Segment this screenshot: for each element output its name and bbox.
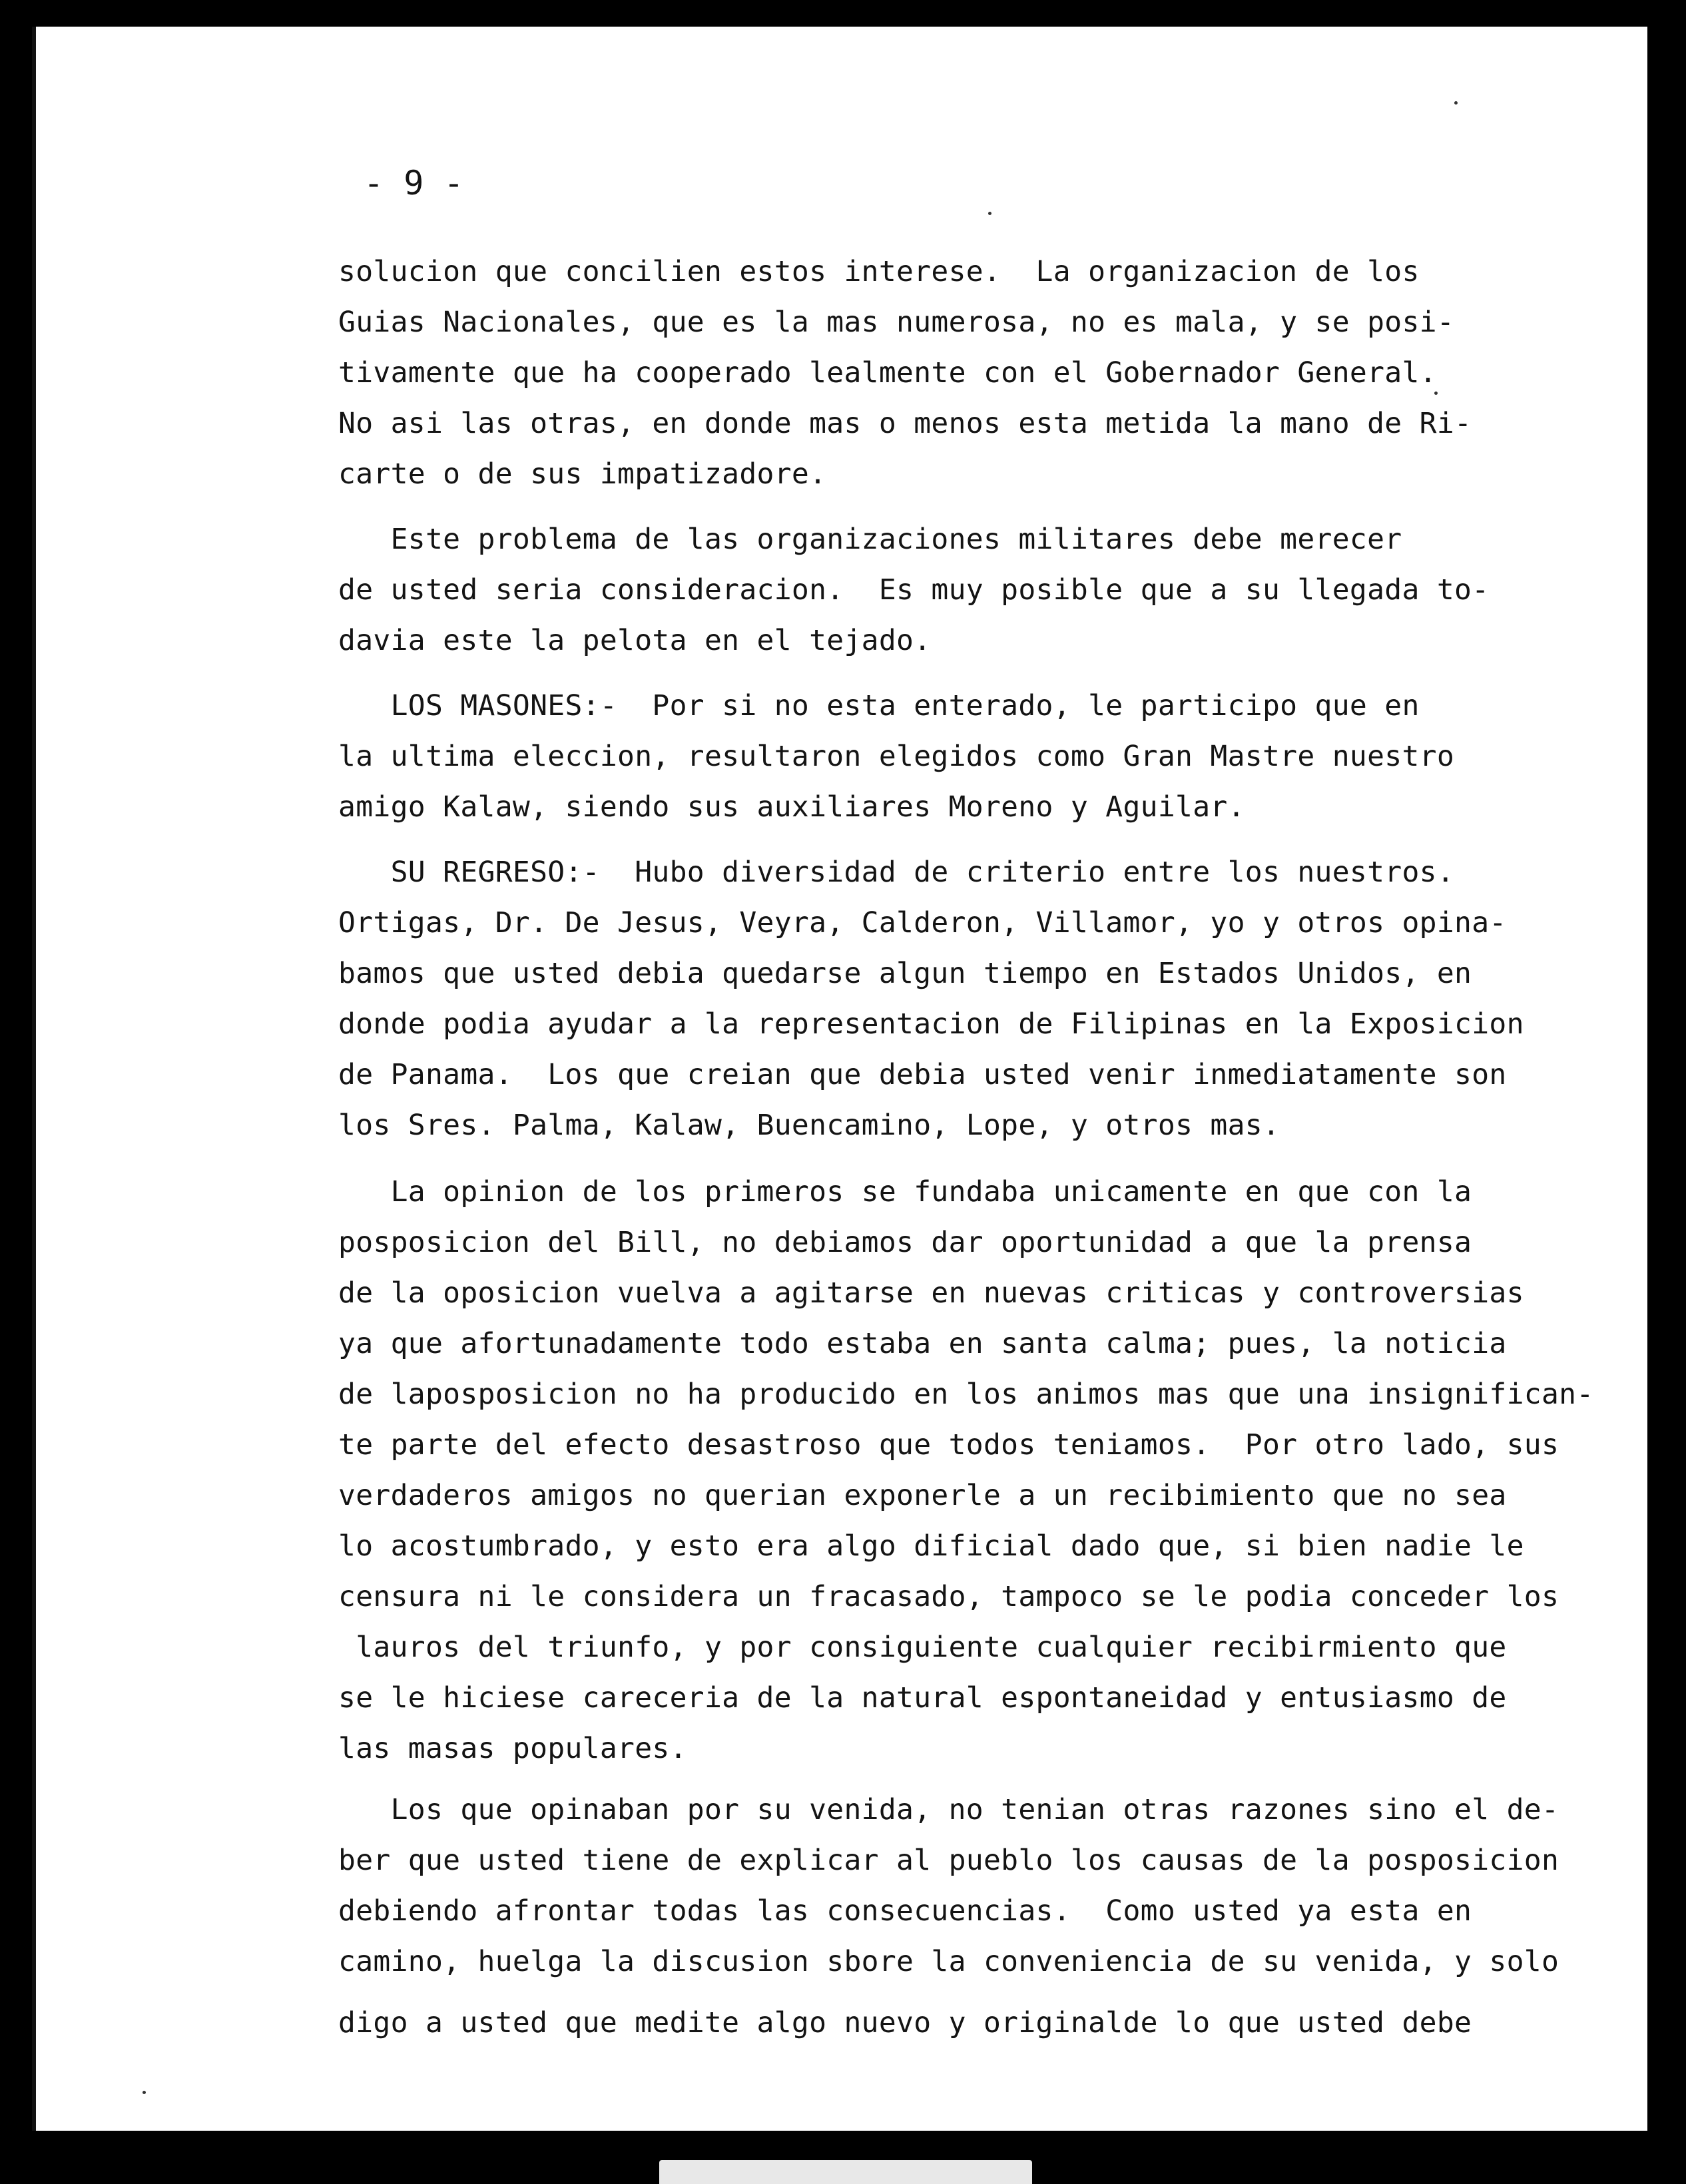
scanner-tab — [659, 2160, 1032, 2184]
body-line: carte o de sus impatizadore. — [338, 457, 827, 491]
body-line: censura ni le considera un fracasado, tampoco se le podia conceder los — [338, 1580, 1559, 1613]
scan-speck — [142, 2091, 146, 2094]
scan-speck — [988, 212, 991, 215]
body-line: de la oposicion vuelva a agitarse en nuevas criticas y controversias — [338, 1276, 1524, 1310]
body-line: los Sres. Palma, Kalaw, Buencamino, Lope, y otros mas. — [338, 1109, 1280, 1142]
body-line: Ortigas, Dr. De Jesus, Veyra, Calderon, Villamor, yo y otros opina- — [338, 906, 1507, 940]
body-line: lauros del triunfo, y por consiguiente cualquier recibirmiento que — [338, 1631, 1507, 1664]
body-line: SU REGRESO:- Hubo diversidad de criterio entre los nuestros. — [338, 856, 1455, 889]
body-line: de usted seria consideracion. Es muy posible que a su llegada to- — [338, 573, 1490, 607]
document-page — [32, 27, 1647, 2131]
body-line: tivamente que ha cooperado lealmente con el Gobernador General. — [338, 356, 1437, 390]
body-line: Los que opinaban por su venida, no tenian otras razones sino el de- — [338, 1793, 1559, 1826]
body-line: de laposposicion no ha producido en los animos mas que una insignifican- — [338, 1378, 1594, 1411]
body-line: Este problema de las organizaciones militares debe merecer — [338, 523, 1402, 556]
scan-speck — [1434, 392, 1438, 395]
body-line: de Panama. Los que creian que debia usted venir inmediatamente son — [338, 1058, 1507, 1091]
body-line: posposicion del Bill, no debiamos dar oportunidad a que la prensa — [338, 1226, 1472, 1259]
body-line: LOS MASONES:- Por si no esta enterado, le participo que en — [338, 689, 1420, 722]
body-line: ber que usted tiene de explicar al pueblo los causas de la posposicion — [338, 1844, 1559, 1877]
body-line: la ultima eleccion, resultaron elegidos como Gran Mastre nuestro — [338, 740, 1455, 773]
body-line: verdaderos amigos no querian exponerle a un recibimiento que no sea — [338, 1479, 1507, 1512]
body-line: solucion que concilien estos interese. La organizacion de los — [338, 255, 1420, 288]
body-line: donde podia ayudar a la representacion de Filipinas en la Exposicion — [338, 1007, 1524, 1041]
scan-speck — [1454, 101, 1458, 105]
body-line: camino, huelga la discusion sbore la conveniencia de su venida, y solo — [338, 1945, 1559, 1978]
body-line: Guias Nacionales, que es la mas numerosa, no es mala, y se posi- — [338, 306, 1455, 339]
body-line: te parte del efecto desastroso que todos teniamos. Por otro lado, sus — [338, 1428, 1559, 1462]
body-line: bamos que usted debia quedarse algun tiempo en Estados Unidos, en — [338, 957, 1472, 990]
body-line: digo a usted que medite algo nuevo y originalde lo que usted debe — [338, 2006, 1472, 2040]
body-line: lo acostumbrado, y esto era algo dificial dado que, si bien nadie le — [338, 1529, 1524, 1563]
body-line: La opinion de los primeros se fundaba unicamente en que con la — [338, 1175, 1472, 1209]
body-line: debiendo afrontar todas las consecuencias. Como usted ya esta en — [338, 1894, 1472, 1928]
page-number: - 9 - — [364, 164, 464, 202]
body-line: No asi las otras, en donde mas o menos esta metida la mano de Ri- — [338, 407, 1472, 440]
body-line: se le hiciese careceria de la natural espontaneidad y entusiasmo de — [338, 1681, 1507, 1715]
body-line: davia este la pelota en el tejado. — [338, 624, 932, 657]
body-line: las masas populares. — [338, 1732, 687, 1765]
body-line: amigo Kalaw, siendo sus auxiliares Moreno y Aguilar. — [338, 790, 1245, 824]
body-line: ya que afortunadamente todo estaba en santa calma; pues, la noticia — [338, 1327, 1507, 1360]
